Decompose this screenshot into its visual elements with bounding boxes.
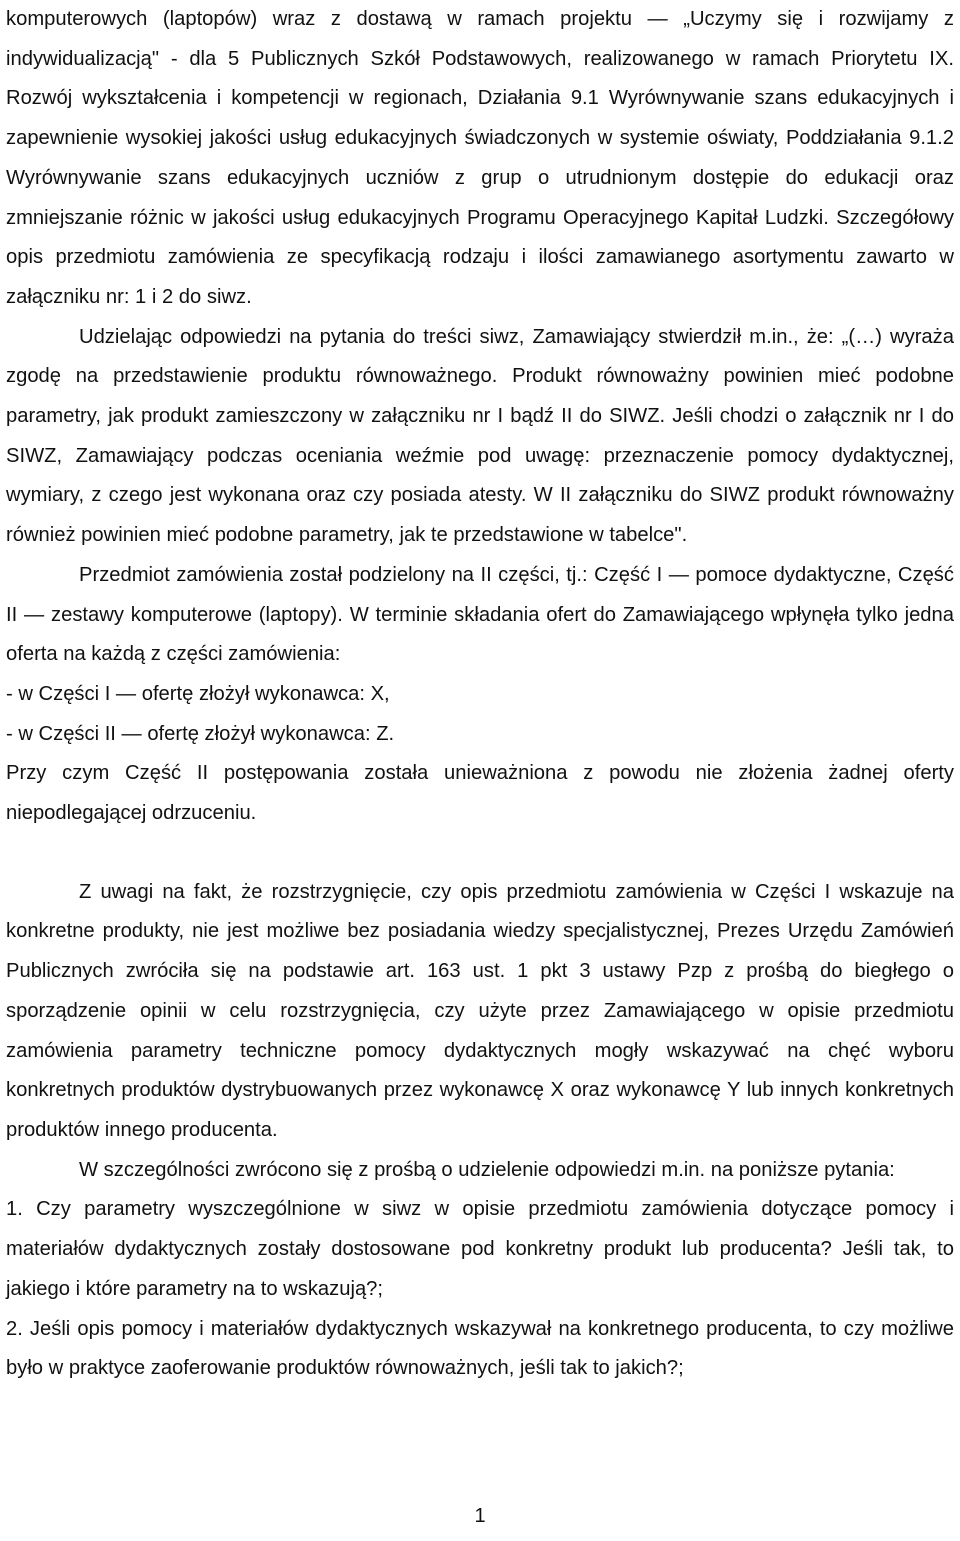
list-item-part-two-offer: - w Części II — ofertę złożył wykonawca: Z. — [6, 722, 395, 745]
paragraph-questions-intro: W szczególności zwrócono się z prośbą o udzielenie odpowiedzi m.in. na poniższe pytania: — [79, 1158, 895, 1181]
document-body — [6, 0, 954, 1389]
paragraph-part-two-annulled: Przy czym Część II postępowania została unieważniona z powodu nie złożenia żadnej oferty niepodlegającej odrzuceniu. — [6, 762, 954, 825]
question-item-1: 1. Czy parametry wyszczególnione w siwz w opisie przedmiotu zamówienia dotyczące pomocy i materiałów dydaktycznych zostały dostosowane pod konkretny produkt lub producenta? Jeśli tak, to jakiego i które parametry na to wskazują?; — [6, 1198, 954, 1300]
page-number: 1 — [474, 1505, 486, 1527]
paragraph-equivalent-product: Udzielając odpowiedzi na pytania do treści siwz, Zamawiający stwierdził m.in., że: „(…) wyraża zgodę na przedstawienie produktu równoważnego. Produkt równoważny powinien mieć podobne parametry, jak produkt zamieszczony w załączniku nr I bądź II do SIWZ. Jeśli chodzi o załącznik nr I do SIWZ, Zamawiający podczas oceniania weźmie pod uwagę: przeznaczenie pomocy dydaktycznej, wymiary, z czego jest wykonana oraz czy posiada atesty. W II załączniku do SIWZ produkt równoważny również powinien mieć podobne parametry, jak te przedstawione w tabelce". — [6, 325, 954, 547]
paragraph-expert-opinion-request: Z uwagi na fakt, że rozstrzygnięcie, czy opis przedmiotu zamówienia w Części I wskazuje na konkretne produkty, nie jest możliwe bez posiadania wiedzy specjalistycznej, Prezes Urzędu Zamówień Publicznych zwróciła się na podstawie art. 163 ust. 1 pkt 3 ustawy Pzp z prośbą do biegłego o sporządzenie opinii w celu rozstrzygnięcia, czy użyte przez Zamawiającego w opisie przedmiotu zamówienia parametry techniczne pomocy dydaktycznych mogły wskazywać na chęć wyboru konkretnych produktów dystrybuowanych przez wykonawcę X oraz wykonawcę Y lub innych konkretnych produktów innego producenta. — [6, 880, 954, 1141]
paragraph-order-parts: Przedmiot zamówienia został podzielony na II części, tj.: Część I — pomoce dydaktyczne, Część II — zestawy komputerowe (laptopy). W terminie składania ofert do Zamawiającego wpłynęła tylko jedna oferta na każdą z części zamówienia: — [6, 563, 954, 666]
list-item-part-one-offer: - w Części I — ofertę złożył wykonawca: X, — [6, 682, 390, 705]
paragraph-project-description: komputerowych (laptopów) wraz z dostawą w ramach projektu — „Uczymy się i rozwijamy z indywidualizacją" - dla 5 Publicznych Szkół Podstawowych, realizowanego w ramach Priorytetu IX. Rozwój wykształcenia i kompetencji w regionach, Działania 9.1 Wyrównywanie szans edukacyjnych i zapewnienie wysokiej jakości usług edukacyjnych świadczonych w systemie oświaty, Poddziałania 9.1.2 Wyrównywanie szans edukacyjnych uczniów z grup o utrudnionym dostępie do edukacji oraz zmniejszanie różnic w jakości usług edukacyjnych Programu Operacyjnego Kapitał Ludzki. Szczegółowy opis przedmiotu zamówienia ze specyfikacją rodzaju i ilości zamawianego asortymentu zawarto w załączniku nr: 1 i 2 do siwz. — [6, 8, 954, 308]
question-item-2: 2. Jeśli opis pomocy i materiałów dydaktycznych wskazywał na konkretnego producenta, to czy możliwe było w praktyce zaoferowanie produktów równoważnych, jeśli tak to jakich?; — [6, 1317, 954, 1380]
